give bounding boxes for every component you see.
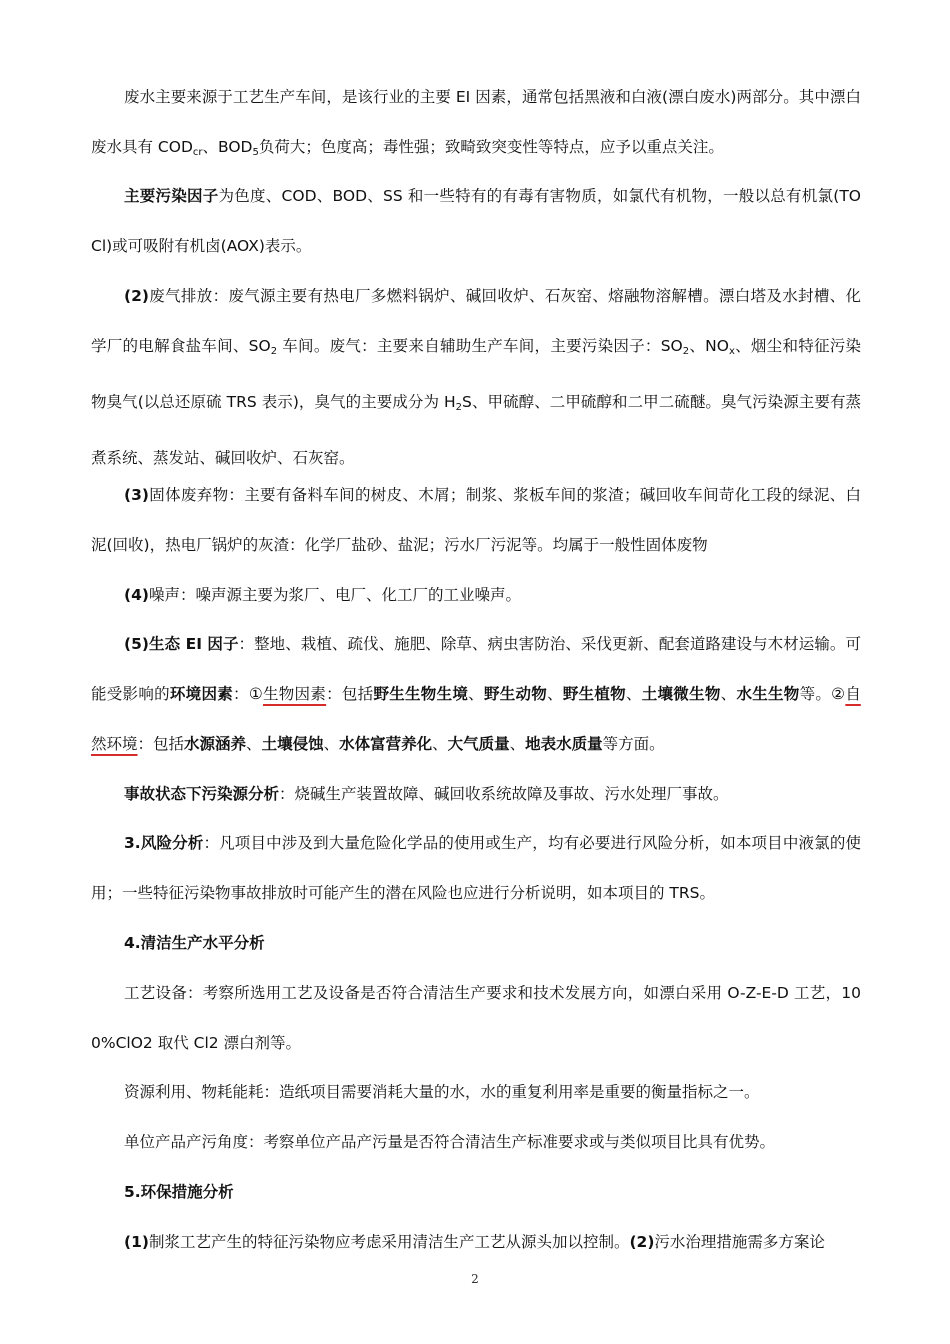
paragraph-control-measures: (1)制浆工艺产生的特征污染物应考虑采用清洁生产工艺从源头加以控制。(2)污水治理措施需多方案论 <box>124 1233 825 1251</box>
paragraph-noise: (4)噪声：噪声源主要为浆厂、电厂、化工厂的工业噪声。 <box>124 586 521 604</box>
paragraph-process-equipment: 工艺设备：考察所选用工艺及设备是否符合清洁生产要求和技术发展方向，如漂白采用 O-Z-E-D 工艺，100%ClO2 取代 Cl2 漂白剂等。 <box>91 984 861 1052</box>
paragraph-accident-sources: 事故状态下污染源分析：烧碱生产装置故障、碱回收系统故障及事故、污水处理厂事故。 <box>124 785 729 803</box>
paragraph-wastewater: 废水主要来源于工艺生产车间，是该行业的主要 EI 因素，通常包括黑液和白液(漂白废水)两部分。其中漂白废水具有 $COD_{cr}$、$BOD_5$负荷大；色度高；毒性强；致畸致突变性等特点，应予以重点关注。 <box>91 88 861 158</box>
page-number: 2 <box>471 1272 479 1286</box>
paragraph-main-pollutants: 主要污染因子为色度、COD、BOD、SS 和一些特有的有毒有害物质，如氯代有机物，一般以总有机氯(TOCl)或可吸附有机卤(AOX)表示。 <box>91 187 861 255</box>
paragraph-solid-waste: (3)固体废弃物：主要有备料车间的树皮、木屑；制浆、浆板车间的浆渣；碱回收车间苛化工段的绿泥、白泥(回收)，热电厂锅炉的灰渣：化学厂盐砂、盐泥；污水厂污泥等。均属于一般性固体废物 <box>91 486 861 554</box>
paragraph-risk-analysis: 3.风险分析：凡项目中涉及到大量危险化学品的使用或生产，均有必要进行风险分析，如本项目中液氯的使用；一些特征污染物事故排放时可能产生的潜在风险也应进行分析说明，如本项目的 TRS。 <box>91 834 861 902</box>
paragraph-exhaust-gas: (2)废气排放：废气源主要有热电厂多燃料锅炉、碱回收炉、石灰窑、熔融物溶解槽。漂白塔及水封槽、化学厂的电解食盐车间、$SO_2$ 车间。废气：主要来自辅助生产车间，主要污染因子：$SO_2$、$NO_x$、烟尘和特征污染物臭气(以总还原硫 TRS 表示)，臭气的主要成分为 $H_2S$、甲硫醇、二甲硫醇和二甲二硫醚。臭气污染源主要有蒸煮系统、蒸发站、碱回收炉、石灰窑。 <box>91 287 862 467</box>
paragraph-unit-product: 单位产品产污角度：考察单位产品产污量是否符合清洁生产标准要求或与类似项目比具有优势。 <box>124 1133 776 1151</box>
paragraph-ecological-factors: (5)生态 EI 因子：整地、栽植、疏伐、施肥、除草、病虫害防治、采伐更新、配套道路建设与木材运输。可能受影响的环境因素：①生物因素：包括野生生物生境、野生动物、野生植物、土壤微生物、水生生物等。②自然环境：包括水源涵养、土壤侵蚀、水体富营养化、大气质量、地表水质量等方面。 <box>91 635 861 753</box>
paragraph-resource-use: 资源利用、物耗能耗：造纸项目需要消耗大量的水，水的重复利用率是重要的衡量指标之一。 <box>124 1083 760 1101</box>
heading-environmental-measures: 5.环保措施分析 <box>124 1183 234 1201</box>
heading-cleaner-production: 4.清洁生产水平分析 <box>124 934 265 952</box>
